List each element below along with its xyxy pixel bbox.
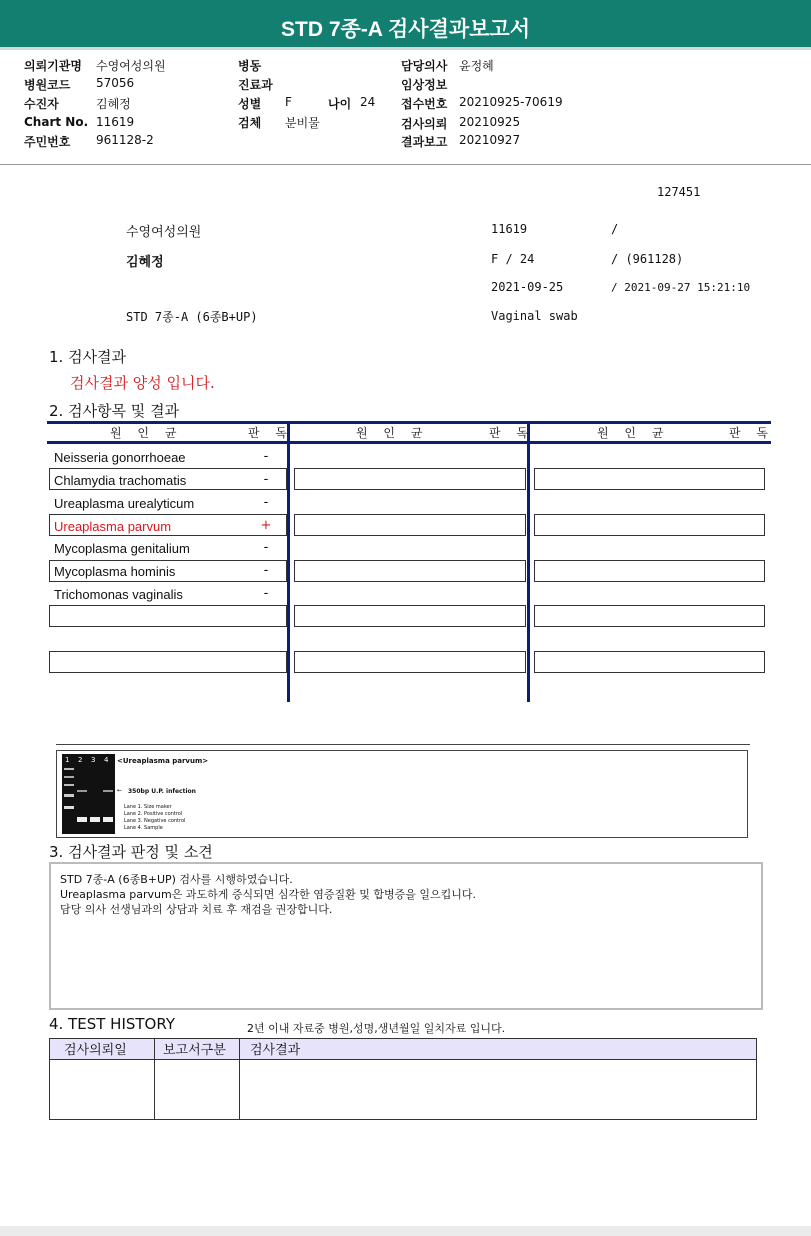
sex-label: 성별 bbox=[238, 97, 262, 111]
item-name: Mycoplasma genitalium bbox=[54, 541, 190, 556]
item-name-positive: Ureaplasma parvum bbox=[54, 519, 172, 534]
history-cell bbox=[155, 1060, 240, 1120]
request-date-value: 20210925 bbox=[459, 115, 521, 129]
history-cell bbox=[240, 1060, 757, 1120]
chart-no-value: 11619 bbox=[96, 115, 135, 129]
section3-title: 3. 검사결과 판정 및 소견 bbox=[49, 843, 213, 861]
report-test-name: STD 7종-A (6종B+UP) bbox=[126, 310, 258, 324]
gel-band-label: 350bp U.P. infection bbox=[128, 788, 196, 795]
col-organism-header: 원 인 균 bbox=[110, 426, 183, 440]
lane-number: 4 bbox=[104, 756, 109, 764]
lane-number: 2 bbox=[78, 756, 83, 764]
history-col-result: 검사결과 bbox=[240, 1039, 757, 1060]
col-result-header: 판 독 bbox=[489, 426, 534, 440]
row-box bbox=[49, 605, 287, 627]
gel-title: <Ureaplasma parvum> bbox=[117, 757, 209, 765]
report-date-label: 결과보고 bbox=[401, 135, 448, 149]
item-result-positive: + bbox=[260, 518, 272, 533]
gel-band bbox=[64, 784, 74, 786]
history-cell bbox=[50, 1060, 155, 1120]
report-collected: 2021-09-25 bbox=[491, 280, 564, 294]
report-date-value: 20210927 bbox=[459, 133, 521, 147]
gel-band bbox=[64, 806, 74, 809]
item-result: - bbox=[263, 563, 269, 578]
grid-header-line bbox=[47, 441, 771, 444]
report-clinic: 수영여성의원 bbox=[126, 225, 202, 240]
item-result: - bbox=[263, 472, 269, 487]
clinical-info-label: 임상정보 bbox=[401, 78, 448, 92]
report-id: 127451 bbox=[657, 185, 701, 199]
gel-band bbox=[77, 817, 87, 822]
gel-legend-line: Lane 1. Size maker bbox=[124, 804, 172, 810]
ward-label: 병동 bbox=[238, 59, 262, 73]
resident-no-label: 주민번호 bbox=[24, 135, 71, 149]
gel-band bbox=[64, 794, 74, 797]
doctor-value: 윤정혜 bbox=[459, 59, 494, 73]
section2-title: 2. 검사항목 및 결과 bbox=[49, 402, 180, 420]
report-specimen: Vaginal swab bbox=[491, 309, 578, 323]
item-result: - bbox=[263, 540, 269, 555]
gel-band bbox=[90, 817, 100, 822]
col-organism-header: 원 인 균 bbox=[597, 426, 670, 440]
report-patient-name: 김혜정 bbox=[126, 255, 164, 270]
resident-no-value: 961128-2 bbox=[96, 133, 154, 147]
gel-band bbox=[77, 790, 87, 792]
grid-divider-2 bbox=[527, 421, 530, 702]
gel-arrow-icon: ← bbox=[117, 787, 123, 794]
gel-band bbox=[103, 817, 113, 822]
row-box bbox=[49, 651, 287, 673]
gel-band bbox=[103, 790, 113, 792]
gel-legend-line: Lane 3. Negative control bbox=[124, 818, 186, 824]
gel-legend-line: Lane 2. Positive control bbox=[124, 811, 183, 817]
row-box bbox=[294, 651, 526, 673]
gel-legend-line: Lane 4. Sample bbox=[124, 825, 163, 831]
header-divider bbox=[0, 164, 811, 165]
sex-value: F bbox=[285, 95, 292, 109]
col-result-header: 판 독 bbox=[248, 426, 293, 440]
comment-line: Ureaplasma parvum은 과도하게 증식되면 심각한 염증질환 및 합병증을 일으킵니다. bbox=[60, 888, 476, 901]
doctor-label: 담당의사 bbox=[401, 59, 448, 73]
item-result: - bbox=[263, 495, 269, 510]
item-name: Trichomonas vaginalis bbox=[54, 587, 183, 602]
row-box bbox=[534, 468, 765, 490]
row-box bbox=[534, 651, 765, 673]
row-box bbox=[534, 605, 765, 627]
institution-label: 의뢰기관명 bbox=[24, 59, 82, 73]
page-bottom-strip bbox=[0, 1226, 811, 1236]
request-date-label: 검사의뢰 bbox=[401, 117, 448, 131]
comment-box bbox=[49, 862, 763, 1010]
item-name: Neisseria gonorrhoeae bbox=[54, 450, 186, 465]
row-box bbox=[294, 468, 526, 490]
section1-title: 1. 검사결과 bbox=[49, 348, 127, 366]
gel-band bbox=[64, 776, 74, 778]
col-result-header: 판 독 bbox=[729, 426, 774, 440]
history-note: 2년 이내 자료중 병원,성명,생년월일 일치자료 입니다. bbox=[247, 1022, 506, 1035]
report-chart-no: 11619 bbox=[491, 222, 528, 236]
row-box bbox=[294, 560, 526, 582]
item-result: - bbox=[263, 449, 269, 464]
section4-title: 4. TEST HISTORY bbox=[49, 1015, 175, 1033]
grid-divider-1 bbox=[287, 421, 290, 702]
age-value: 24 bbox=[360, 95, 376, 109]
lane-number: 3 bbox=[91, 756, 96, 764]
report-sex-age: F / 24 bbox=[491, 252, 535, 266]
age-label: 나이 bbox=[328, 97, 352, 111]
department-label: 진료과 bbox=[238, 78, 273, 92]
gel-image bbox=[62, 754, 115, 834]
chart-no-label: Chart No. bbox=[24, 115, 89, 129]
patient-label: 수진자 bbox=[24, 97, 59, 111]
item-result: - bbox=[263, 586, 269, 601]
col-organism-header: 원 인 균 bbox=[356, 426, 429, 440]
row-box bbox=[534, 514, 765, 536]
gel-band bbox=[64, 768, 74, 770]
row-box bbox=[534, 560, 765, 582]
hospital-code-value: 57056 bbox=[96, 76, 135, 90]
report-birth: / (961128) bbox=[611, 252, 684, 266]
comment-line: STD 7종-A (6종B+UP) 검사를 시행하였습니다. bbox=[60, 873, 293, 886]
gel-top-rule bbox=[56, 744, 750, 745]
report-title: STD 7종-A 검사결과보고서 bbox=[280, 18, 530, 41]
result-summary: 검사결과 양성 입니다. bbox=[70, 374, 215, 392]
row-box bbox=[294, 514, 526, 536]
receipt-no-value: 20210925-70619 bbox=[459, 95, 563, 109]
institution-value: 수영여성의원 bbox=[96, 59, 166, 73]
patient-value: 김혜정 bbox=[96, 97, 131, 111]
item-name: Mycoplasma hominis bbox=[54, 564, 176, 579]
history-col-report-type: 보고서구분 bbox=[155, 1039, 240, 1060]
lane-number: 1 bbox=[65, 756, 70, 764]
specimen-label: 검체 bbox=[238, 116, 262, 130]
row-box bbox=[294, 605, 526, 627]
hospital-code-label: 병원코드 bbox=[24, 78, 71, 92]
receipt-no-label: 접수번호 bbox=[401, 97, 448, 111]
item-name: Chlamydia trachomatis bbox=[54, 473, 187, 488]
item-name: Ureaplasma urealyticum bbox=[54, 496, 195, 511]
specimen-value: 분비물 bbox=[285, 116, 320, 130]
report-reported: / 2021-09-27 15:21:10 bbox=[611, 281, 751, 294]
history-col-request-date: 검사의뢰일 bbox=[50, 1039, 155, 1060]
report-slash: / bbox=[611, 222, 619, 236]
title-bar bbox=[0, 0, 811, 50]
test-history-table bbox=[49, 1038, 757, 1120]
comment-line: 담당 의사 선생님과의 상담과 치료 후 재검을 권장합니다. bbox=[60, 903, 333, 916]
